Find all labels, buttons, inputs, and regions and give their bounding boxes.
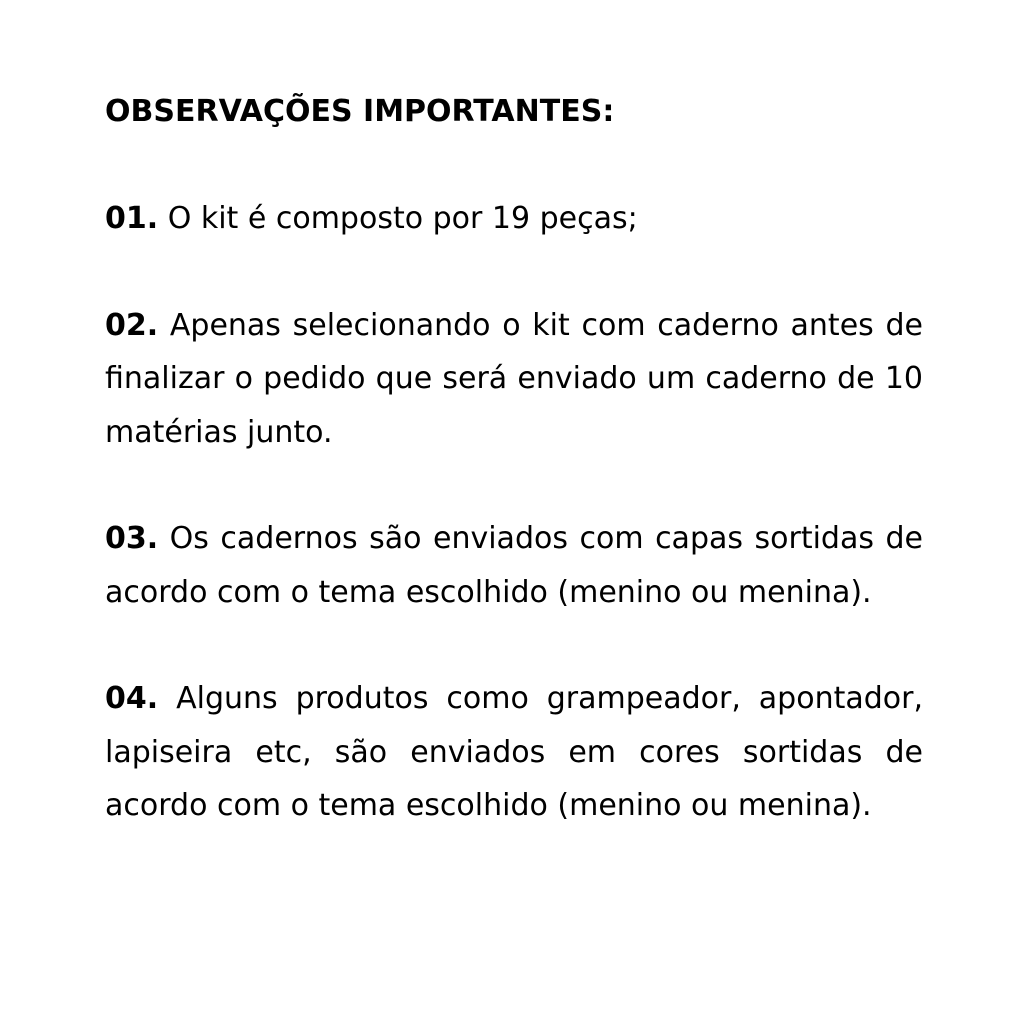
document-title: OBSERVAÇÕES IMPORTANTES:: [105, 94, 615, 129]
note-text: O kit é composto por 19 peças;: [167, 201, 638, 236]
note-text: Apenas selecionando o kit com caderno antes de finalizar o pedido que será enviado um caderno de 10 matérias junto.: [105, 307, 923, 450]
note-text: Alguns produtos como grampeador, apontador, lapiseira etc, são enviados em cores sortidas de acordo com o tema escolhido (menino ou menina).: [105, 681, 923, 823]
note-number: 03.: [105, 521, 159, 556]
note-item-02: [105, 299, 923, 460]
note-number: 04.: [105, 681, 159, 716]
note-item-01: [105, 192, 923, 246]
document-body: [105, 88, 923, 833]
note-number: 01.: [105, 201, 159, 236]
note-item-04: [105, 672, 923, 833]
note-number: 02.: [105, 307, 159, 343]
note-item-03: [105, 512, 923, 619]
note-text: Os cadernos são enviados com capas sortidas de acordo com o tema escolhido (menino ou menina).: [105, 521, 923, 610]
